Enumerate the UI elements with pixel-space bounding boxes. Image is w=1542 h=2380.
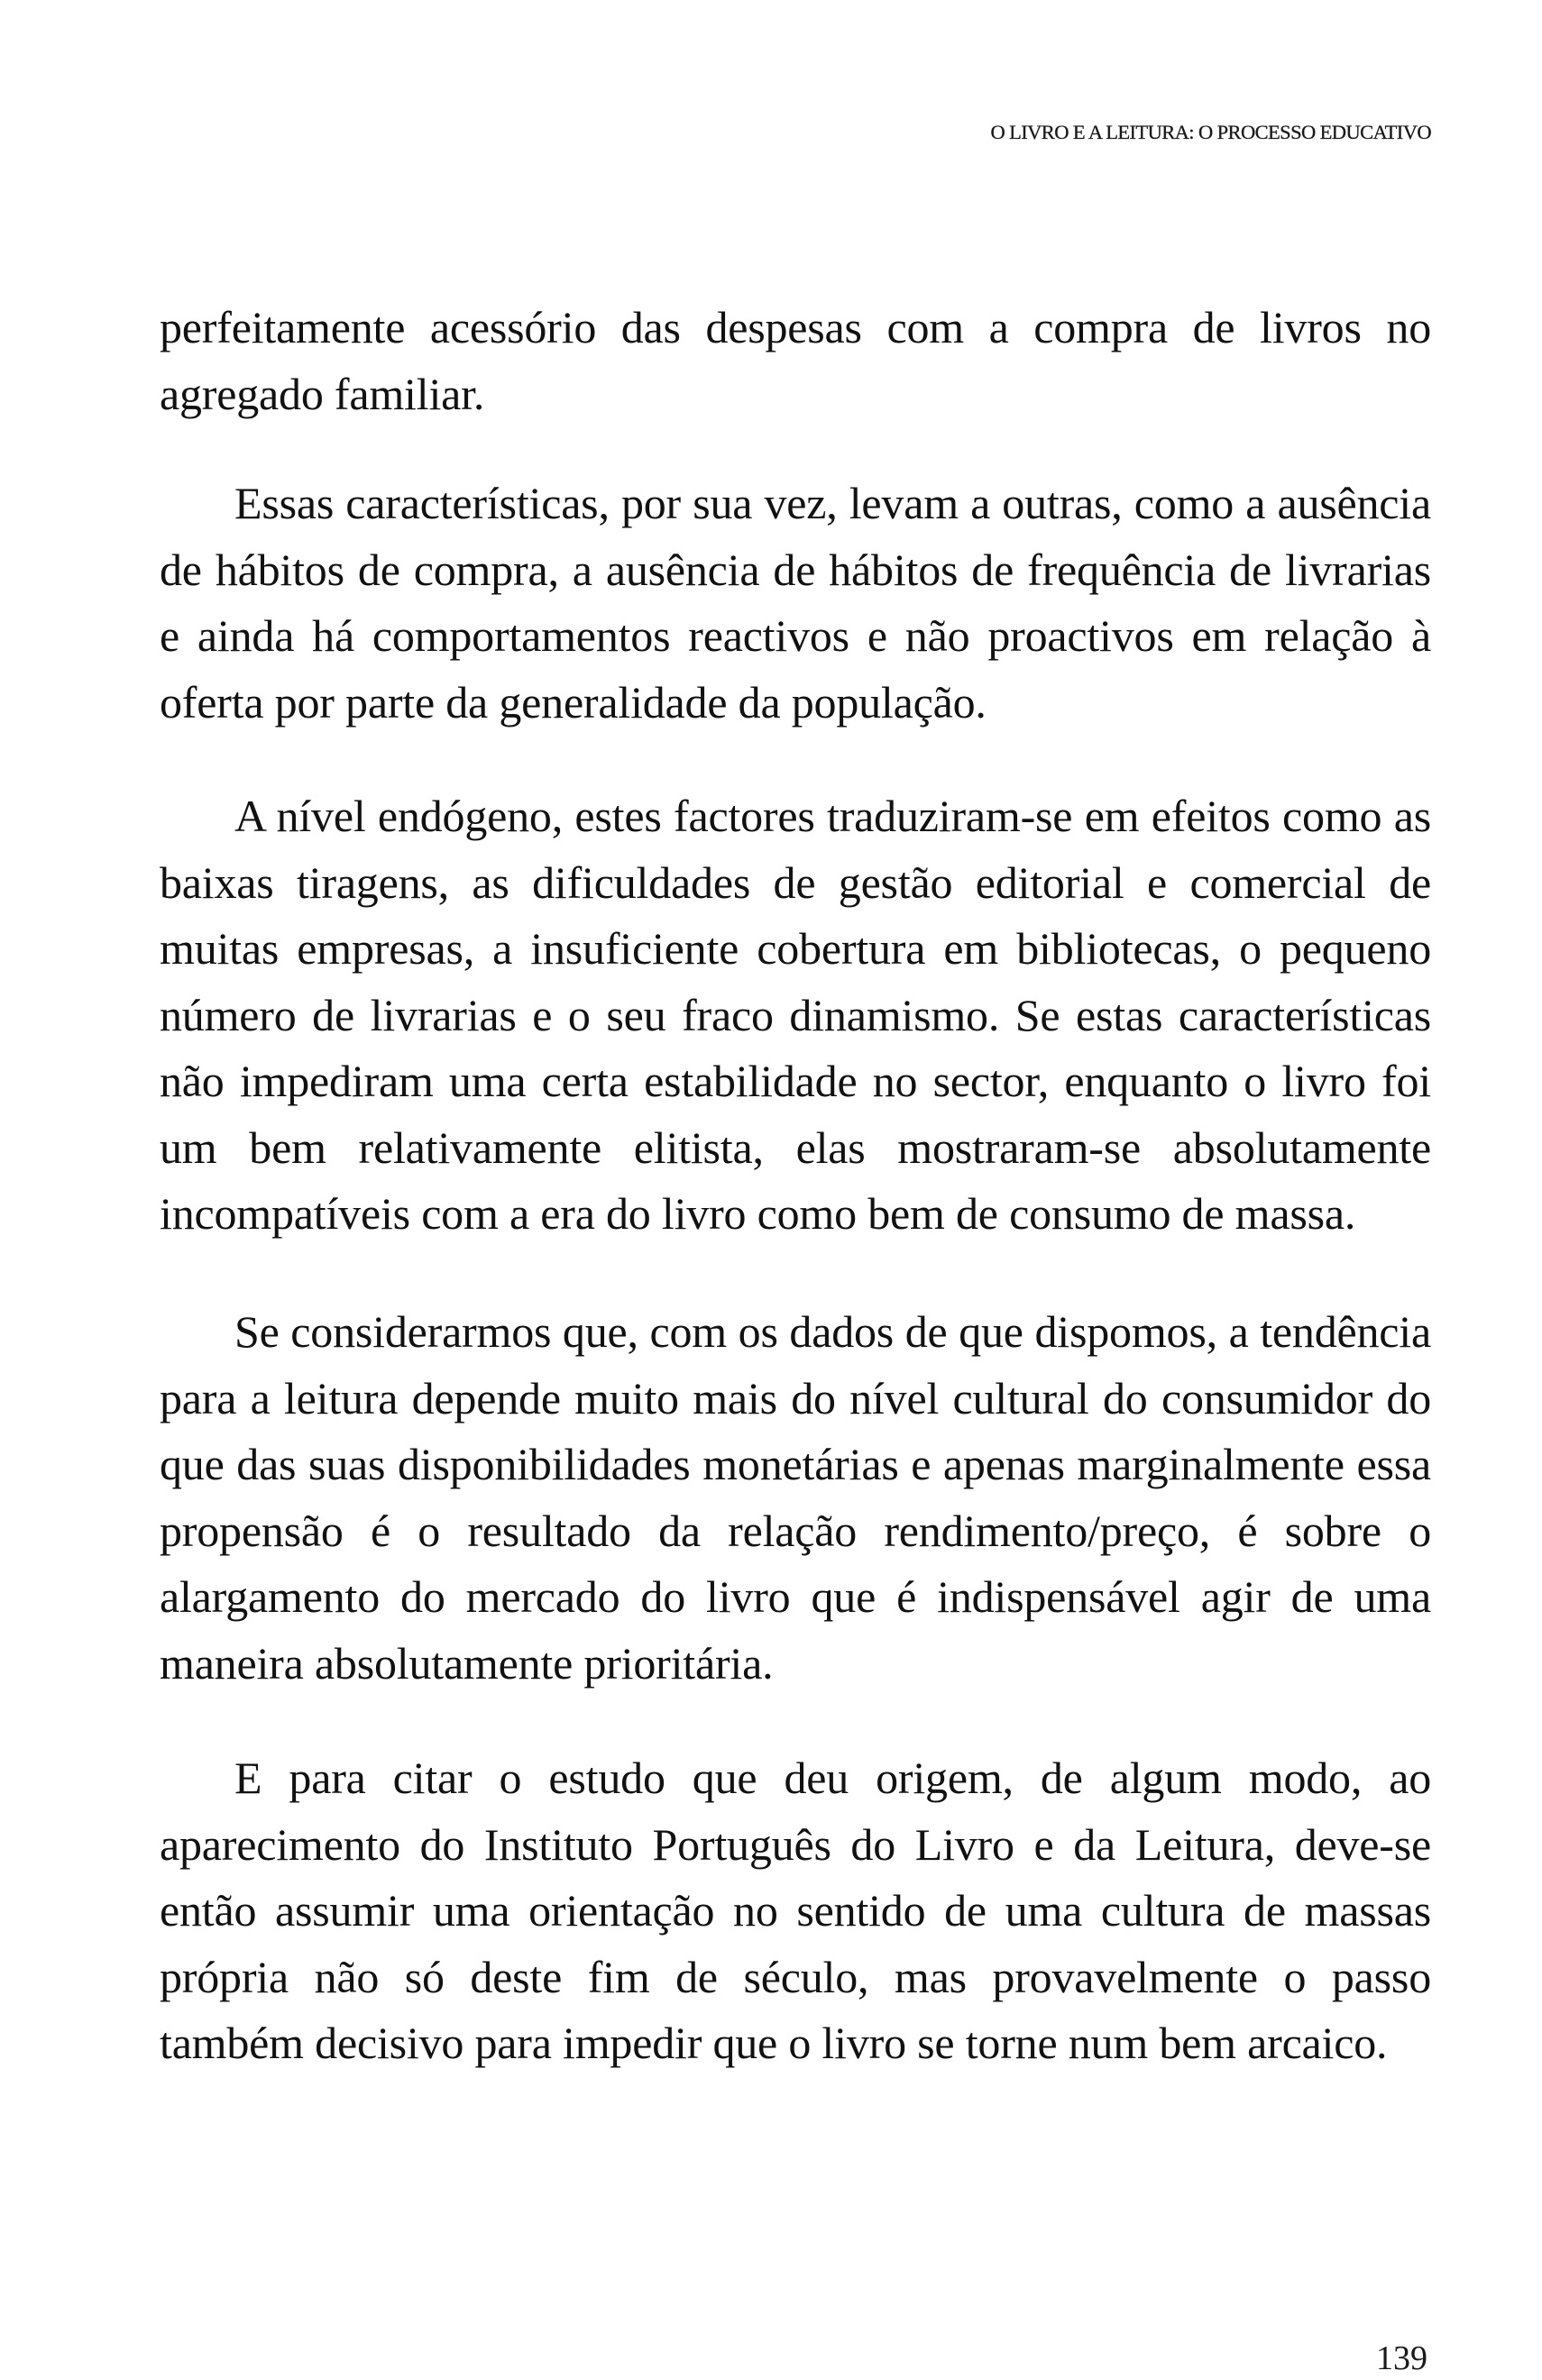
paragraph xyxy=(160,1299,1431,1697)
text-line: propensão é o resultado da relação rendimento/preço, é sobre o xyxy=(160,1505,1431,1556)
text-line: número de livrarias e o seu fraco dinamismo. Se estas características xyxy=(160,989,1431,1040)
text-line: aparecimento do Instituto Português do Livro e da Leitura, deve-se xyxy=(160,1818,1431,1870)
text-line: incompatíveis com a era do livro como bem de consumo de massa. xyxy=(160,1188,1356,1239)
text-line: Essas características, por sua vez, levam a outras, como a ausência xyxy=(234,478,1431,528)
text-line: para a leitura depende muito mais do nível cultural do consumidor do xyxy=(160,1372,1431,1423)
text-line: que das suas disponibilidades monetárias e apenas marginalmente essa xyxy=(160,1439,1431,1489)
text-line: E para citar o estudo que deu origem, de algum modo, ao xyxy=(234,1753,1431,1803)
text-line: alargamento do mercado do livro que é indispensável agir de uma xyxy=(160,1571,1431,1622)
text-line: Se considerarmos que, com os dados de que dispomos, a tendência xyxy=(234,1306,1431,1357)
text-line: oferta por parte da generalidade da população. xyxy=(160,676,987,728)
text-line: A nível endógeno, estes factores traduziram-se em efeitos como as xyxy=(234,791,1431,841)
text-line: então assumir uma orientação no sentido de uma cultura de massas xyxy=(160,1885,1431,1936)
paragraph xyxy=(160,1745,1431,2077)
text-line: muitas empresas, a insuficiente cobertura em bibliotecas, o pequeno xyxy=(160,923,1431,974)
text-line: e ainda há comportamentos reactivos e não proactivos em relação à xyxy=(160,610,1431,661)
text-line: de hábitos de compra, a ausência de hábitos de frequência de livrarias xyxy=(160,544,1431,595)
paragraph xyxy=(160,783,1431,1248)
running-header: O LIVRO E A LEITURA: O PROCESSO EDUCATIVO xyxy=(990,121,1431,143)
text-line: não impediram uma certa estabilidade no sector, enquanto o livro foi xyxy=(160,1056,1431,1106)
text-line: própria não só deste fim de século, mas provavelmente o passo xyxy=(160,1951,1431,2002)
text-line: também decisivo para impedir que o livro se torne num bem arcaico. xyxy=(160,2018,1388,2068)
text-line: baixas tiragens, as dificuldades de gestão editorial e comercial de xyxy=(160,856,1431,908)
page-number: 139 xyxy=(1376,2339,1427,2377)
text-line: perfeitamente acessório das despesas com a compra de livros no xyxy=(160,302,1431,352)
text-line: um bem relativamente elitista, elas mostraram-se absolutamente xyxy=(160,1121,1431,1173)
text-line: maneira absolutamente prioritária. xyxy=(160,1637,774,1689)
paragraph xyxy=(160,295,1431,427)
text-line: agregado familiar. xyxy=(160,368,485,419)
paragraph xyxy=(160,471,1431,736)
